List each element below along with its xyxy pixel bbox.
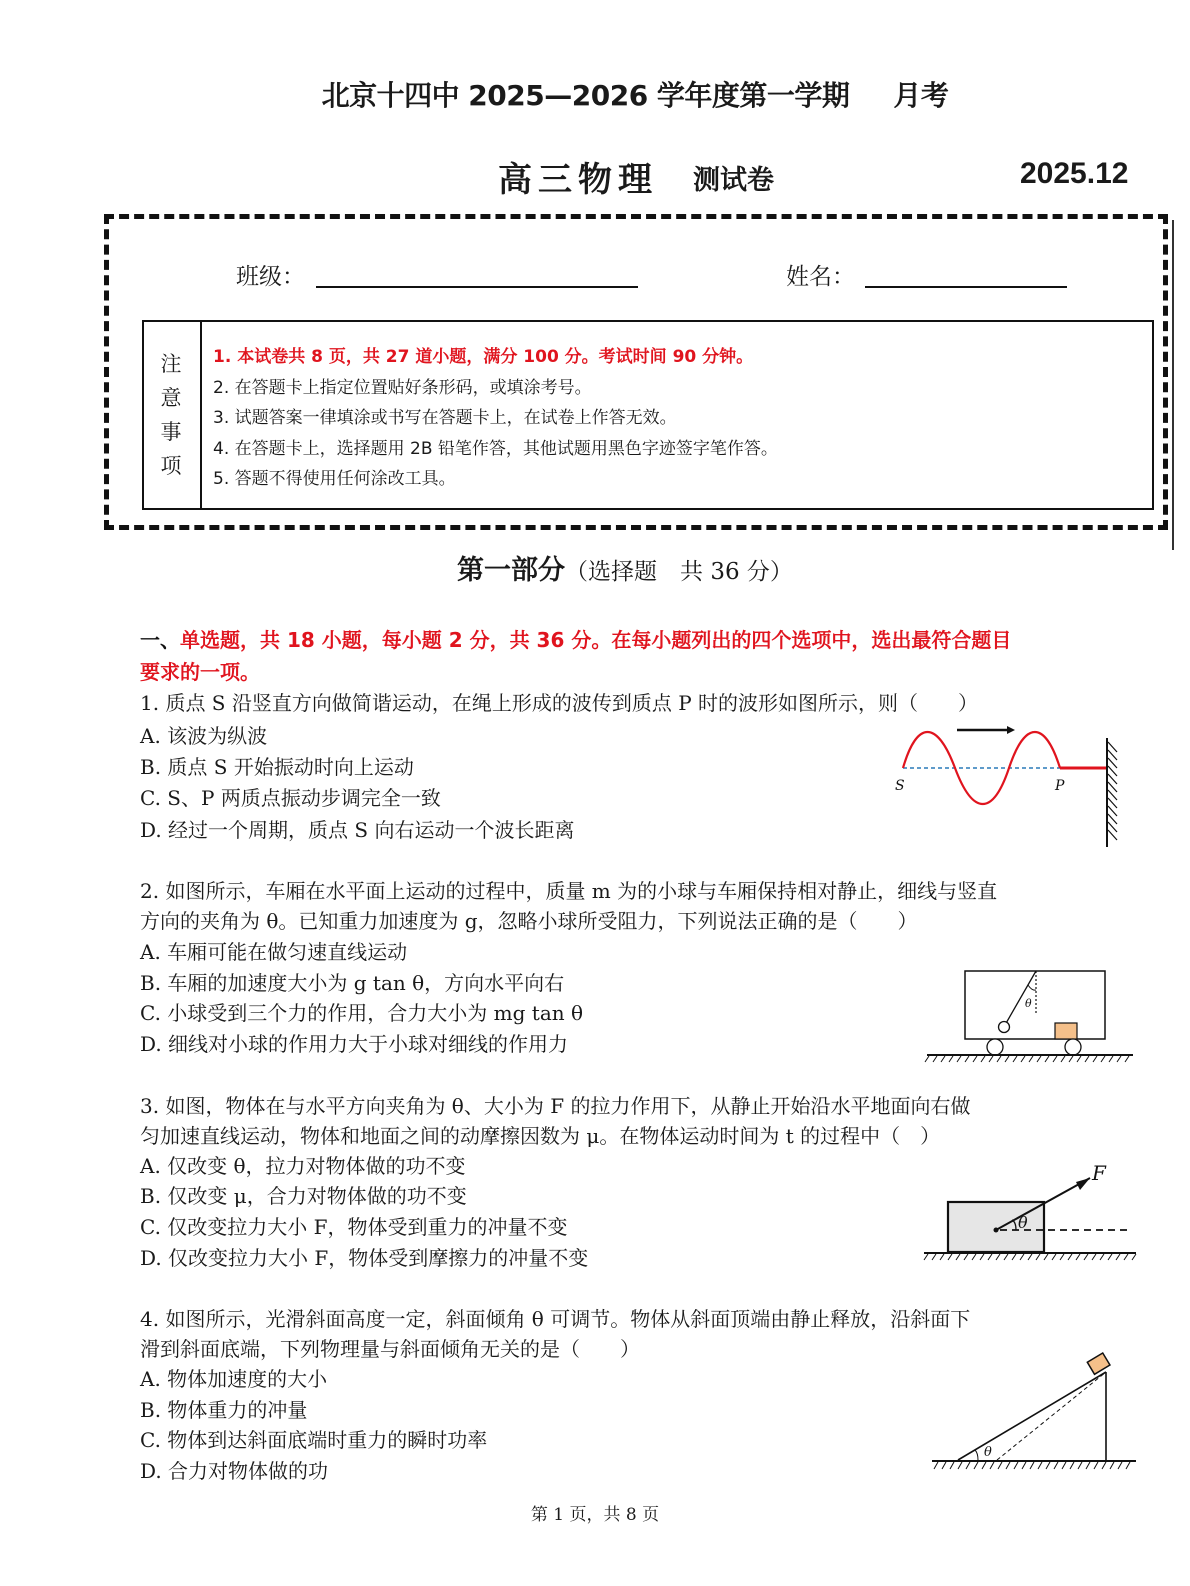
question-3-option-c: C. 仅改变拉力大小 F，物体受到重力的冲量不变 xyxy=(140,1215,568,1239)
section-instruction-line1: 单选题，共 18 小题，每小题 2 分，共 36 分。在每小题列出的四个选项中，选出最符合题目 xyxy=(180,628,1012,652)
question-3-option-d: D. 仅改变拉力大小 F，物体受到摩擦力的冲量不变 xyxy=(140,1246,589,1270)
exam-type: 月考 xyxy=(893,79,949,112)
exam-date: 2025.12 xyxy=(1020,157,1129,190)
section-instruction-line2: 要求的一项。 xyxy=(140,660,260,684)
question-3-option-b: B. 仅改变 μ，合力对物体做的功不变 xyxy=(140,1184,467,1208)
question-1-option-b: B. 质点 S 开始振动时向上运动 xyxy=(140,755,414,779)
svg-text:θ: θ xyxy=(1025,997,1032,1010)
school-title-main: 北京十四中 2025—2026 学年度第一学期 xyxy=(321,79,850,112)
notice-side-char: 项 xyxy=(160,454,182,478)
question-stem-line: 如图，物体在与水平方向夹角为 θ、大小为 F 的拉力作用下，从静止开始沿水平地面向右做 xyxy=(165,1094,971,1118)
svg-text:F: F xyxy=(1092,1161,1106,1185)
question-stem-line: 质点 S 沿竖直方向做简谐运动，在绳上形成的波传到质点 P 时的波形如图所示，则（ ） xyxy=(165,691,979,715)
svg-text:P: P xyxy=(1055,778,1065,794)
wave-figure xyxy=(895,722,1125,847)
notice-side-char: 注 xyxy=(160,352,182,376)
school-title xyxy=(0,74,1190,114)
svg-text:θ: θ xyxy=(1018,1213,1028,1232)
incline-figure xyxy=(930,1350,1140,1480)
question-4-option-c: C. 物体到达斜面底端时重力的瞬时功率 xyxy=(140,1428,488,1452)
subject-title: 高三物理 xyxy=(498,160,658,200)
binding-line xyxy=(1172,220,1174,550)
class-label: 班级： xyxy=(236,264,305,290)
notice-side-char: 事 xyxy=(160,420,182,444)
notice-item: 4. 在答题卡上，选择题用 2B 铅笔作答，其他试题用黑色字迹签字笔作答。 xyxy=(213,438,778,459)
question-number: 2. xyxy=(140,879,160,903)
svg-text:S: S xyxy=(895,778,905,794)
svg-text:θ: θ xyxy=(984,1445,992,1460)
question-3-stem-line2: 匀加速直线运动，物体和地面之间的动摩擦因数为 μ。在物体运动时间为 t 的过程中（ ） xyxy=(140,1124,941,1148)
question-4-option-b: B. 物体重力的冲量 xyxy=(140,1398,308,1422)
part-title-sub: （选择题 共 36 分） xyxy=(565,559,793,585)
cart-pendulum-figure xyxy=(925,965,1135,1065)
page-indicator: 第 1 页，共 8 页 xyxy=(530,1505,660,1525)
notice-item: 1. 本试卷共 8 页，共 27 道小题，满分 100 分。考试时间 90 分钟。 xyxy=(213,347,754,367)
question-2-option-d: D. 细线对小球的作用力大于小球对细线的作用力 xyxy=(140,1032,569,1056)
name-label: 姓名： xyxy=(786,264,855,290)
question-3-option-a: A. 仅改变 θ，拉力对物体做的功不变 xyxy=(140,1154,466,1178)
question-1-stem xyxy=(140,688,978,718)
part-title xyxy=(0,548,1190,587)
paper-type: 测试卷 xyxy=(693,165,774,196)
question-2-option-a: A. 车厢可能在做匀速直线运动 xyxy=(140,940,408,964)
name-field[interactable] xyxy=(865,286,1067,288)
question-2-stem-line2: 方向的夹角为 θ。已知重力加速度为 g，忽略小球所受阻力，下列说法正确的是（ ） xyxy=(140,909,918,933)
question-stem-line: 如图所示，光滑斜面高度一定，斜面倾角 θ 可调节。物体从斜面顶端由静止释放，沿斜面下 xyxy=(165,1307,971,1331)
question-3-stem xyxy=(140,1091,970,1121)
notice-list xyxy=(213,342,778,495)
question-1-option-c: C. S、P 两质点振动步调完全一致 xyxy=(140,786,441,810)
question-1-option-a: A. 该波为纵波 xyxy=(140,724,268,748)
question-number: 3. xyxy=(140,1094,160,1118)
notice-item: 5. 答题不得使用任何涂改工具。 xyxy=(213,469,456,489)
question-number: 1. xyxy=(140,691,160,715)
section-instruction xyxy=(140,624,1140,688)
question-2-stem xyxy=(140,876,997,906)
class-field[interactable] xyxy=(316,286,638,288)
notice-item: 2. 在答题卡上指定位置贴好条形码，或填涂考号。 xyxy=(213,377,592,398)
question-number: 4. xyxy=(140,1307,160,1331)
question-stem-line: 如图所示，车厢在水平面上运动的过程中，质量 m 为的小球与车厢保持相对静止，细线与竖直 xyxy=(165,879,998,903)
question-1-option-d: D. 经过一个周期，质点 S 向右运动一个波长距离 xyxy=(140,818,575,842)
question-4-option-a: A. 物体加速度的大小 xyxy=(140,1367,328,1391)
section-number: 一、 xyxy=(140,628,180,652)
notice-side-label xyxy=(142,320,202,510)
block-force-figure xyxy=(920,1160,1140,1270)
question-4-stem xyxy=(140,1304,970,1334)
notice-item: 3. 试题答案一律填涂或书写在答题卡上，在试卷上作答无效。 xyxy=(213,408,677,428)
question-2-option-b: B. 车厢的加速度大小为 g tan θ，方向水平向右 xyxy=(140,971,565,995)
question-2-option-c: C. 小球受到三个力的作用，合力大小为 mg tan θ xyxy=(140,1001,584,1025)
question-4-option-d: D. 合力对物体做的功 xyxy=(140,1459,329,1483)
question-4-stem-line2: 滑到斜面底端，下列物理量与斜面倾角无关的是（ ） xyxy=(140,1337,640,1361)
part-title-main: 第一部分 xyxy=(457,555,566,586)
notice-side-char: 意 xyxy=(160,386,182,410)
